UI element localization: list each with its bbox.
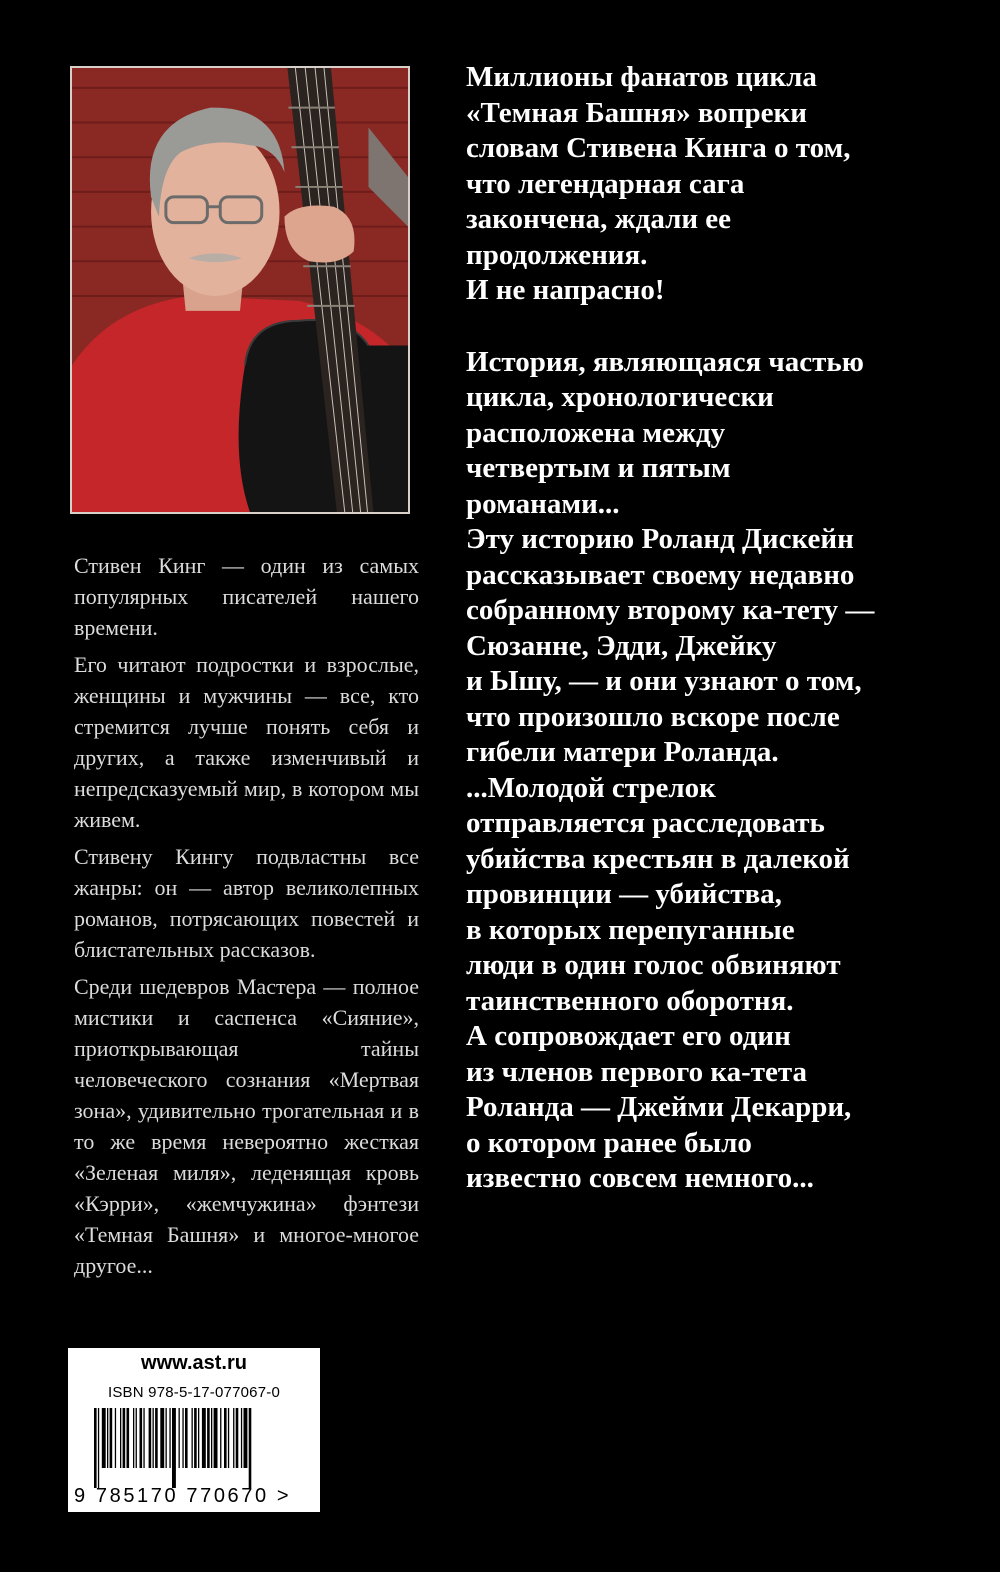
blurb-line: что произошло вскоре после (466, 700, 840, 733)
barcode-bar (233, 1408, 234, 1468)
barcode-bar (136, 1408, 137, 1468)
blurb-line: о котором ранее было (466, 1126, 752, 1159)
author-photo-image (72, 68, 408, 512)
blurb-line: гибели матери Роланда. (466, 736, 779, 768)
barcode-bar (166, 1408, 167, 1468)
barcode-bar (102, 1408, 106, 1468)
blurb-line: Роланда — Джейми Декарри, (466, 1091, 852, 1123)
blurb-line: собранному второму ка-тету — (466, 594, 875, 626)
author-photo (70, 66, 410, 514)
barcode-bar (133, 1408, 134, 1468)
barcode-bar (140, 1408, 143, 1468)
barcode-bar (202, 1408, 206, 1468)
barcode-bar (192, 1408, 193, 1468)
barcode-bar (123, 1408, 126, 1468)
barcode-bar (198, 1408, 199, 1468)
barcode-bar (94, 1408, 97, 1488)
barcode-bar (214, 1408, 218, 1468)
blurb-line: цикла, хронологически (466, 381, 774, 413)
barcode-bar (155, 1408, 158, 1468)
barcode-bar (194, 1408, 197, 1468)
barcode-bar (115, 1408, 116, 1468)
blurb-line: продолжения. (466, 238, 648, 271)
blurb-line: романами... (466, 487, 620, 520)
barcode-bar (244, 1408, 248, 1468)
blurb-line: таинственного оборотня. (466, 984, 794, 1017)
barcode-bar (172, 1408, 176, 1488)
barcode-bars (94, 1408, 298, 1488)
blurb-line: Миллионы фанатов цикла (466, 61, 817, 93)
barcode-bar (249, 1408, 252, 1488)
bio-paragraph: Стивену Кингу подвластны все жанры: он — автор великолепных романов, потрясающих повестей и блистательных рассказов. (74, 844, 419, 962)
blurb-line: провинции — убийства, (466, 878, 782, 910)
bio-paragraph: Стивен Кинг — один из самых популярных писателей нашего времени. (74, 553, 419, 640)
barcode-bar (160, 1408, 164, 1468)
blurb-line: ...Молодой стрелок (466, 771, 716, 804)
barcode-bar (153, 1408, 154, 1468)
blurb-line: Сюзанне, Эдди, Джейку (466, 629, 777, 662)
blurb-line: убийства крестьян в далекой (466, 842, 850, 875)
book-blurb (466, 60, 926, 1197)
barcode-bar (143, 1408, 144, 1468)
blurb-line: расположена между (466, 416, 726, 449)
barcode-bar (98, 1408, 99, 1488)
blurb-line: «Темная Башня» вопреки (466, 96, 807, 129)
blurb-line: в которых перепуганные (466, 913, 795, 946)
barcode-bar (228, 1408, 229, 1468)
barcode-bar (185, 1408, 188, 1468)
blurb-line: из членов первого ка-тета (466, 1055, 808, 1088)
barcode-bar (107, 1408, 108, 1468)
blurb-spacer (466, 309, 926, 345)
blurb-line: люди в один голос обвиняют (466, 949, 841, 981)
blurb-line: А сопровождает его один (466, 1020, 791, 1052)
barcode-bar (224, 1408, 227, 1468)
barcode-bar (182, 1408, 183, 1468)
barcode-bar (207, 1408, 210, 1468)
barcode-bar (149, 1408, 152, 1468)
blurb-line: что легендарная сага (466, 167, 745, 200)
barcode-bar (179, 1408, 180, 1468)
blurb-line: И не напрасно! (466, 274, 665, 306)
barcode-bar (120, 1408, 121, 1468)
author-bio (74, 550, 419, 1287)
blurb-line: известно совсем немного... (466, 1162, 814, 1194)
barcode-bar (220, 1408, 221, 1468)
blurb-line: отправляется расследовать (466, 807, 825, 839)
barcode-bar (241, 1408, 242, 1468)
barcode-panel (68, 1348, 320, 1512)
bio-paragraph: Среди шедевров Мастера — полное мистики и саспенса «Сияние», приоткрывающая тайны человеческого сознания «Мертвая зона», удивительно трогательная и в то же время невероятно жесткая «Зеленая миля», леденящая кровь «Кэрри», «жемчужина» фэнтези «Темная Башня» и многое-многое другое... (74, 974, 419, 1278)
barcode-bar (127, 1408, 130, 1468)
publisher-website: www.ast.ru (141, 1352, 247, 1374)
blurb-line: словам Стивена Кинга о том, (466, 132, 851, 164)
bio-paragraph: Его читают подростки и взрослые, женщины и мужчины — все, кто стремится лучше понять себя и других, а также изменчивый и непредсказуемый мир, в котором мы живем. (74, 652, 419, 832)
barcode-bar (110, 1408, 113, 1468)
blurb-line: Эту историю Роланд Дискейн (466, 523, 854, 555)
barcode-number: 9 785170 770670 > (74, 1485, 292, 1507)
isbn-label: ISBN 978-5-17-077067-0 (107, 1384, 280, 1401)
blurb-line: четвертым и пятым (466, 452, 731, 484)
blurb-line: и Ышу, — и они узнают о том, (466, 665, 862, 697)
blurb-line: История, являющаяся частью (466, 345, 864, 378)
blurb-line: закончена, ждали ее (466, 203, 732, 235)
barcode-bar (236, 1408, 239, 1468)
blurb-line: рассказывает своему недавно (466, 558, 855, 591)
barcode-bar (211, 1408, 212, 1468)
barcode-bar (169, 1408, 170, 1468)
